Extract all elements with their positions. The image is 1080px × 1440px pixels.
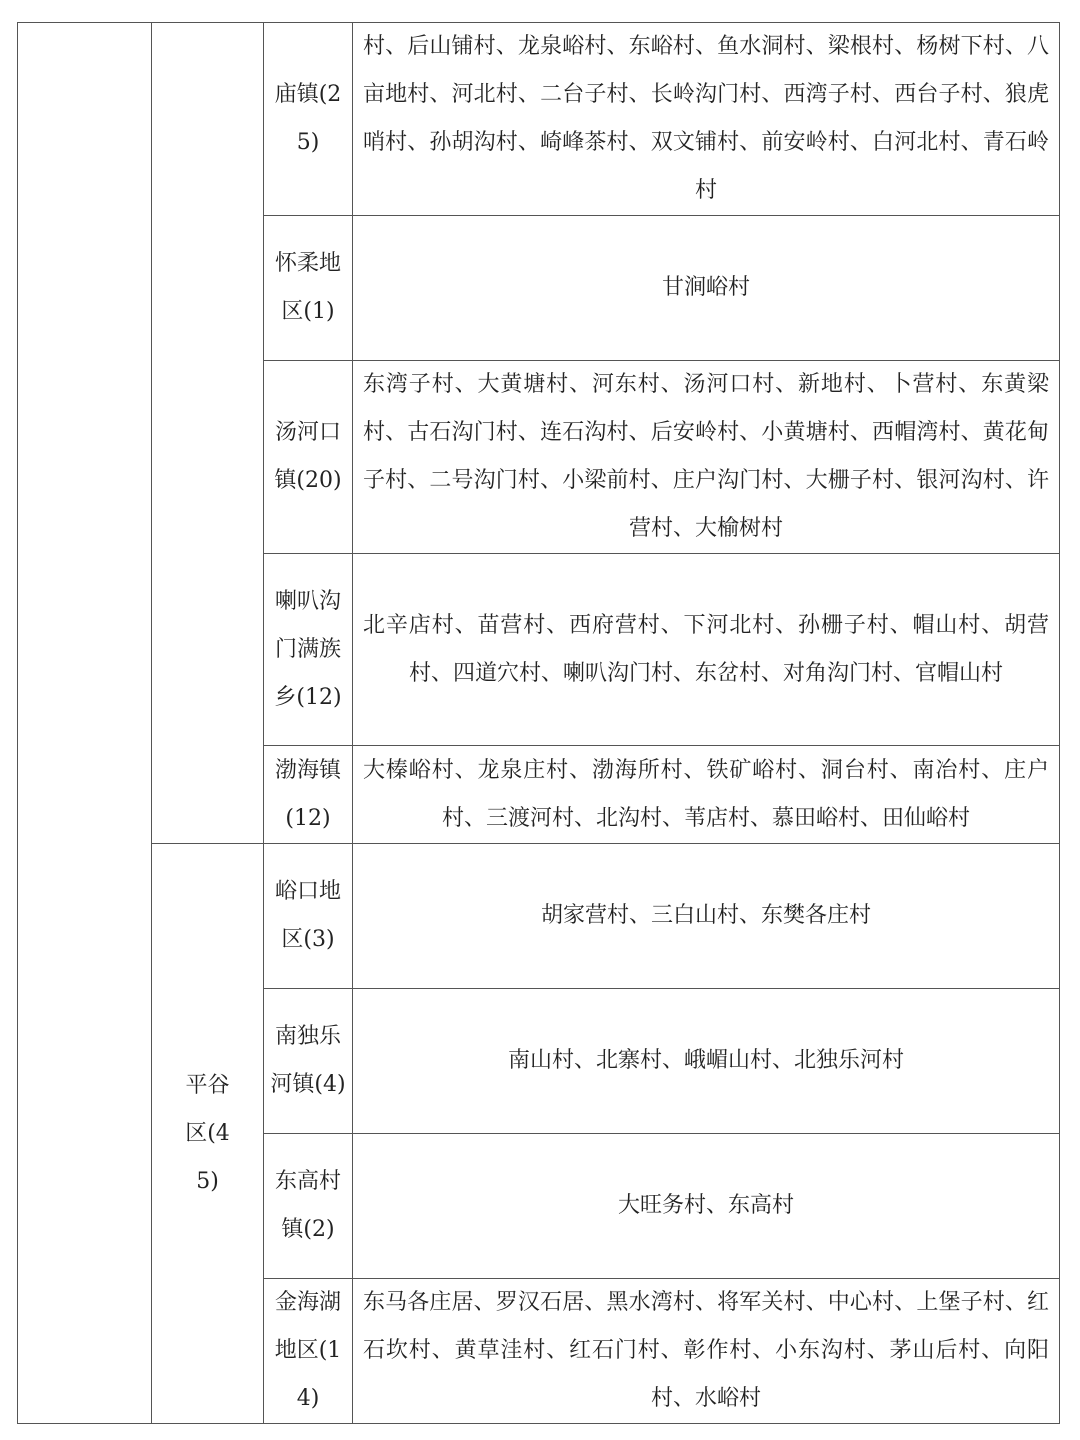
- district-name: 平谷区(45): [185, 1072, 230, 1194]
- town-cell: [264, 1279, 353, 1424]
- town-cell: [264, 1134, 353, 1279]
- village-list: 大旺务村、东高村: [617, 1193, 794, 1218]
- town-cell: [264, 844, 353, 989]
- town-name: 汤河口镇(20): [274, 420, 342, 493]
- villages-cell: [353, 554, 1060, 746]
- town-cell: [264, 746, 353, 844]
- village-list: 甘涧峪村: [661, 275, 750, 300]
- table-row: [18, 844, 1060, 989]
- town-name: 金海湖地区(14): [274, 1290, 342, 1411]
- village-list: 东湾子村、大黄塘村、河东村、汤河口村、新地村、卜营村、东黄梁村、古石沟门村、连石沟村、后安岭村、小黄塘村、西帽湾村、黄花甸子村、二号沟门村、小梁前村、庄户沟门村、大栅子村、银河沟村、许营村、大榆树村: [363, 372, 1049, 541]
- villages-cell: [353, 361, 1060, 554]
- table-row: [18, 23, 1060, 216]
- village-list: 北辛店村、苗营村、西府营村、下河北村、孙栅子村、帽山村、胡营村、四道穴村、喇叭沟门村、东岔村、对角沟门村、官帽山村: [363, 612, 1049, 686]
- town-name: 东高村镇(2): [274, 1169, 341, 1242]
- town-cell: [264, 554, 353, 746]
- villages-cell: [353, 844, 1060, 989]
- region-cell: [18, 23, 152, 1424]
- villages-cell: [353, 23, 1060, 216]
- village-list: 胡家营村、三白山村、东樊各庄村: [540, 903, 871, 928]
- villages-cell: [353, 1279, 1060, 1424]
- town-cell: [264, 23, 353, 216]
- village-list: 南山村、北寨村、峨嵋山村、北独乐河村: [507, 1048, 904, 1073]
- district-cell: [152, 844, 264, 1424]
- town-cell: [264, 216, 353, 361]
- town-name: 渤海镇(12): [274, 757, 341, 831]
- town-name: 庙镇(25): [274, 82, 342, 155]
- town-name: 喇叭沟门满族乡(12): [274, 588, 342, 710]
- villages-cell: [353, 746, 1060, 844]
- villages-cell: [353, 216, 1060, 361]
- town-cell: [264, 361, 353, 554]
- village-list: 东马各庄居、罗汉石居、黑水湾村、将军关村、中心村、上堡子村、红石坎村、黄草洼村、红石门村、彰作村、小东沟村、茅山后村、向阳村、水峪村: [363, 1290, 1049, 1411]
- villages-table: [17, 22, 1060, 1424]
- village-list: 村、后山铺村、龙泉峪村、东峪村、鱼水洞村、梁根村、杨树下村、八亩地村、河北村、二台子村、长岭沟门村、西湾子村、西台子村、狼虎哨村、孙胡沟村、崎峰茶村、双文铺村、前安岭村、白河北村、青石岭村: [363, 34, 1049, 203]
- villages-cell: [353, 989, 1060, 1134]
- village-list: 大榛峪村、龙泉庄村、渤海所村、铁矿峪村、洞台村、南冶村、庄户村、三渡河村、北沟村、苇店村、慕田峪村、田仙峪村: [363, 757, 1049, 831]
- town-name: 峪口地区(3): [274, 879, 341, 952]
- district-cell: [152, 23, 264, 844]
- town-cell: [264, 989, 353, 1134]
- town-name: 南独乐河镇(4): [270, 1024, 346, 1097]
- villages-cell: [353, 1134, 1060, 1279]
- town-name: 怀柔地区(1): [274, 251, 341, 324]
